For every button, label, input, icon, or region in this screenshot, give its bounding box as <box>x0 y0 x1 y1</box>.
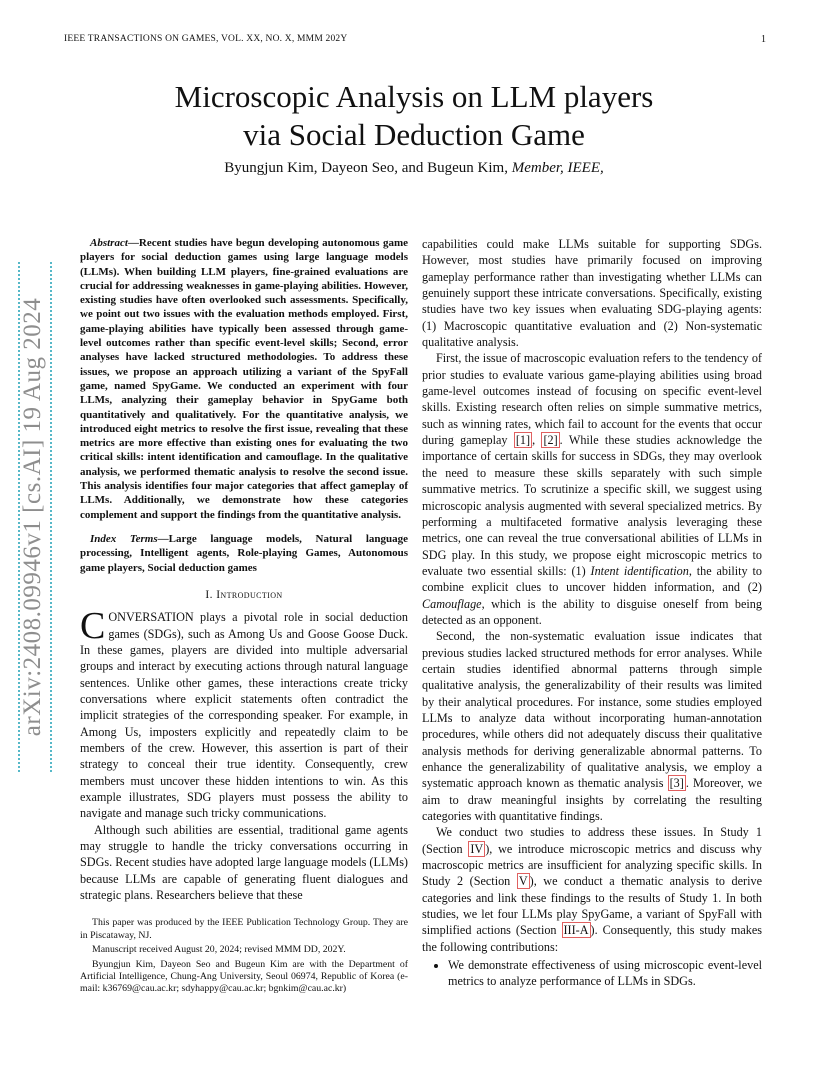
text-run: First, the issue of macroscopic evaluation refers to the tendency of prior studies to evaluate various game-playing abilities using broad game-level outcomes instead of focusing on specific event-level skills. Existing research often relies on simple summative metrics, such as winning rates, which fail to account for the events that occur during gameplay <box>422 351 762 448</box>
section-link[interactable]: III-A <box>563 923 589 938</box>
term-camouflage: Camouflage <box>422 596 482 611</box>
arxiv-stamp-text: arXiv:2408.09946v1 [cs.AI] 19 Aug 2024 <box>19 297 46 737</box>
left-column <box>80 236 408 998</box>
citation-link[interactable]: [3] <box>669 776 684 791</box>
intro-paragraph-1 <box>80 605 408 821</box>
intro-paragraph-1-text: ONVERSATION plays a pivotal role in social deduction games (SDGs), such as Among Us and Goose Goose Duck. In these games, players are divided into multiple adversarial groups and interact by executing actions through natural language sentences. Unlike other games, these interactions create tricky conversations where explicit statements often contradict the implicit strategies of the corresponding speaker. For example, in Among Us, imposters explicitly and repeatedly claim to be members of the crew. However, this assertion is part of their strategy to conceal their true identity. Consequently, crew members must uncover these hidden intentions to win. As this example illustrates, SDG players must possess the ability to navigate and manage such tricky communications. <box>80 610 408 821</box>
intro-paragraph-2: Although such abilities are essential, traditional game agents may struggle to handle the tricky conversations occurring in SDGs. Recent studies have adopted large language models (LLMs) because LLMs are capable of generating fluent dialogues and strategic plans. Researchers believe that these <box>80 822 408 903</box>
section-link[interactable]: IV <box>470 841 484 856</box>
contributions-list <box>422 957 762 990</box>
index-terms-label: Index Terms <box>90 532 158 545</box>
abstract-label: Abstract <box>90 237 128 249</box>
footnotes <box>80 917 408 995</box>
author-names: Byungjun Kim, Dayeon Seo, and Bugeun Kim, <box>224 160 508 176</box>
index-terms-text: —Large language models, Natural language processing, Intelligent agents, Role-playing Games, Autonomous game players, Social deduction games <box>80 532 408 574</box>
title-line-1: Microscopic Analysis on LLM players <box>174 79 654 114</box>
text-run: , which is the ability to disguise oneself from being detected as an opponent. <box>422 596 762 627</box>
section-link[interactable]: V <box>518 874 528 889</box>
text-run: We conduct two studies to address these issues. In Study 1 (Section <box>422 825 762 856</box>
section-number: I. <box>205 588 213 601</box>
footnote-manuscript: Manuscript received August 20, 2024; revised MMM DD, 202Y. <box>92 944 346 956</box>
right-paragraph-4 <box>422 824 762 955</box>
citation-link[interactable]: [2] <box>543 433 558 448</box>
right-paragraph-3 <box>422 628 762 824</box>
text-run: ). Consequently, this study makes the following contributions: <box>422 923 762 954</box>
text-run: , the ability to combine explicit clues to uncover hidden information, and (2) <box>422 563 762 595</box>
section-heading-introduction <box>80 587 408 603</box>
text-run: . While these studies acknowledge the importance of certain skills for success in SDGs, they may overlook the need to measure these skills separately with such simple summative metrics. To scrutinize a specific skill, we suggest using microscopic analysis augmented with several specialized metrics. By performing a multifaceted formative analysis leveraging these metrics, one can reveal the true conversational abilities of LLMs in SDG play. In this study, we propose eight microscopic metrics to evaluate two essential skills: (1) <box>422 433 762 578</box>
abstract <box>80 236 408 522</box>
paper-title <box>0 78 828 154</box>
footnote-affiliation: Byungjun Kim, Dayeon Seo and Bugeun Kim are with the Department of Artificial Intelligence, Chung-Ang University, Seoul 06974, Republic of Korea (e-mail: k36769@cau.ac.kr; sdyhappy@cau.ac.kr; bgnkim@cau.ac.kr) <box>80 958 408 995</box>
index-terms <box>80 532 408 575</box>
author-list <box>0 160 828 177</box>
contribution-item: • We demonstrate effectiveness of using microscopic event-level metrics to analyze performance of LLMs in SDGs. <box>448 957 762 990</box>
footnote-publication: This paper was produced by the IEEE Publication Technology Group. They are in Piscataway, NJ. <box>80 917 408 941</box>
page-number: 1 <box>761 34 766 45</box>
title-line-2: via Social Deduction Game <box>243 117 585 152</box>
right-paragraph-1: capabilities could make LLMs suitable for supporting SDGs. However, most studies have primarily focused on improving gameplay performance rather than investigating whether LLMs can genuinely support these intricate conversations. Specifically, existing studies have two key issues when evaluating SDG-playing agents: (1) Macroscopic quantitative evaluation and (2) Non-systematic qualitative analysis. <box>422 237 762 350</box>
running-header: IEEE TRANSACTIONS ON GAMES, VOL. XX, NO. X, MMM 202Y <box>64 34 348 44</box>
text-run: ), we conduct a thematic analysis to derive categories and link these findings to the results of Study 1. In both studies, we let four LLMs play SpyGame, a variant of SpyFall with simplified actions (Section <box>422 874 762 938</box>
right-column <box>422 236 762 990</box>
citation-link[interactable]: [1] <box>515 433 531 448</box>
text-run: ), we introduce microscopic metrics and discuss why macroscopic metrics are insufficient for analyzing specific skills. In Study 2 (Section <box>422 841 762 889</box>
text-run: . Moreover, we aim to draw meaningful insights by correlating the resulting categories with quantitative findings. <box>422 776 762 824</box>
term-intent-identification: Intent identification <box>590 563 689 578</box>
dropcap-letter: C <box>80 605 106 648</box>
abstract-text: —Recent studies have begun developing autonomous game players for social deduction games using large language models (LLMs). When building LLM players, fine-grained evaluations are crucial for addressing weaknesses in game-playing abilities. However, existing studies have often overlooked such assessments. Specifically, we point out two issues with the evaluation methods employed. First, game-playing abilities have typically been assessed through game-level outcomes rather than specific event-level skills; Second, error analyses have lacked structured methodologies. To address these issues, we propose an approach utilizing a variant of the SpyFall game, named SpyGame. We conducted an experiment with four LLMs, analyzing their gameplay behavior in SpyGame both quantitatively and qualitatively. For the quantitative analysis, we introduced eight metrics to resolve the first issue, revealing that these metrics are more effective than existing ones for evaluating the two critical skills: intent identification and camouflage. In the qualitative analysis, we performed thematic analysis to resolve the second issue. This analysis identifies four major categories that affect gameplay of LLMs. Additionally, we demonstrate how these categories complement and support the findings from the quantitative analysis. <box>80 237 408 521</box>
text-run: Second, the non-systematic evaluation issue indicates that previous studies lacked structured methods for error analyses. While certain studies identified abnormal patterns through simple qualitative analysis, the generalizability of their results was limited by their analytical procedures. For instance, some studies employed LLMs to analyze data without incorporating human-annotation procedures, while others did not adequately discuss their qualitative analysis methods for deriving generalizable abnormal patterns. To enhance the generalizability of qualitative analysis, we employ a systematic approach known as thematic analysis <box>422 629 762 791</box>
author-membership: Member, IEEE, <box>511 160 604 176</box>
section-title: Introduction <box>216 588 283 601</box>
arxiv-stamp <box>6 262 60 772</box>
text-run: , <box>532 433 542 448</box>
right-paragraph-2 <box>422 350 762 628</box>
